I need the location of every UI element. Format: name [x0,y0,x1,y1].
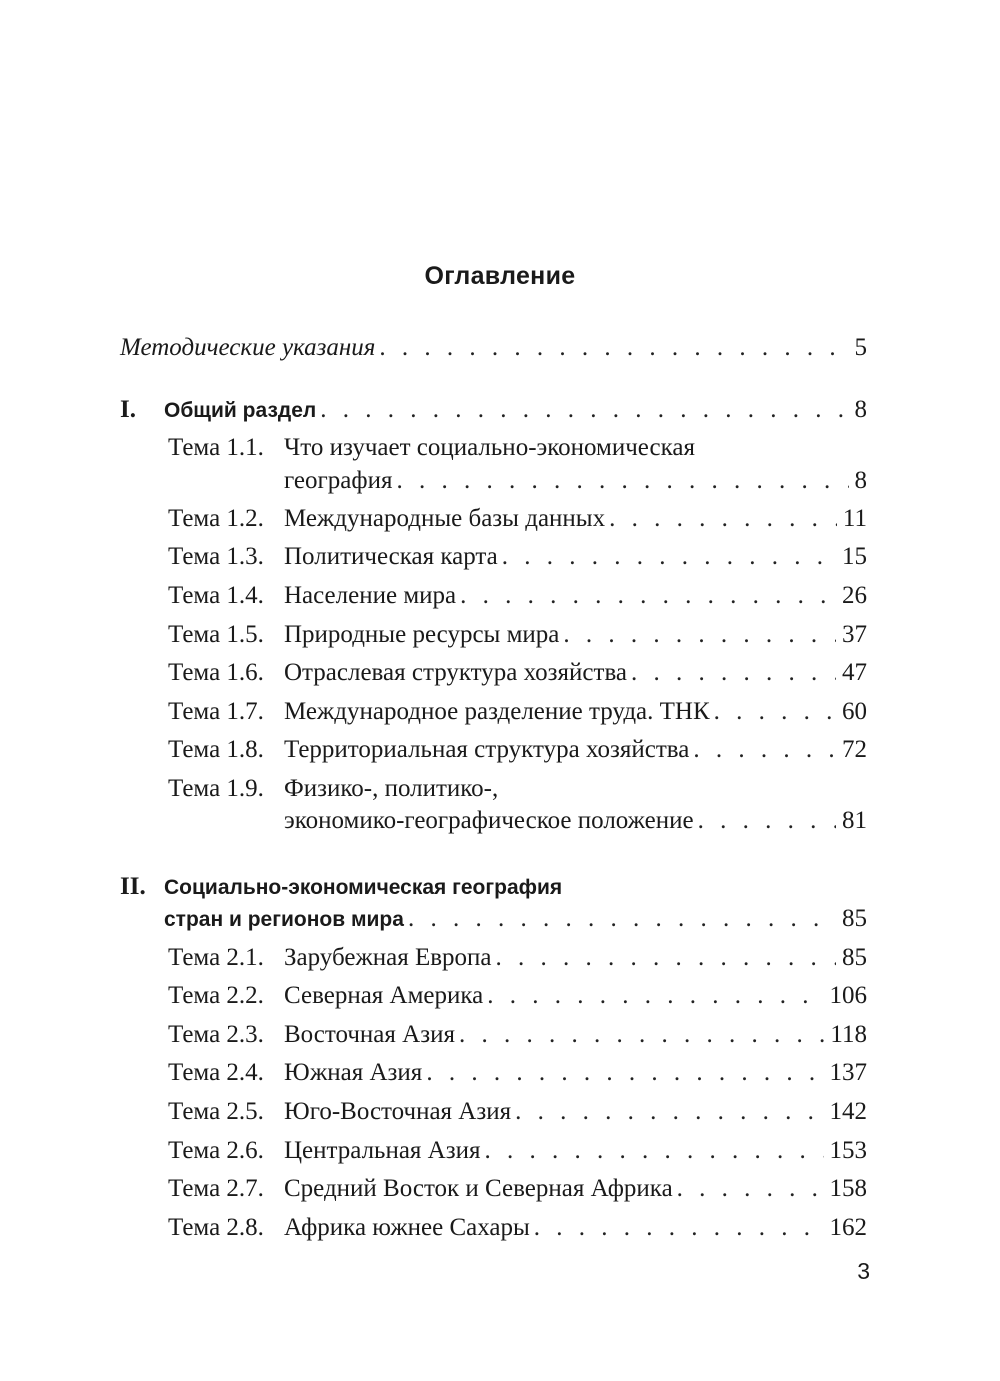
toc-page-number: 8 [854,396,867,423]
topic-title: Природные ресурсы мира [284,621,560,648]
leader-dots [714,693,836,731]
topic-title: Политическая карта [284,543,498,570]
topic-label: Тема 1.6. [168,659,264,686]
toc-entry-2-3[interactable] [168,1016,867,1054]
leader-dots [677,1170,824,1208]
topic-label: Тема 1.5. [168,621,264,648]
topic-label: Тема 2.4. [168,1059,264,1086]
toc-entry-1-3[interactable] [168,538,867,576]
toc-entry-1-1-line2[interactable] [284,462,867,500]
leader-dots [698,802,836,840]
toc-page-number: 8 [854,467,867,494]
toc-page-number: 26 [842,582,867,609]
topic-label: Тема 2.7. [168,1175,264,1202]
toc-entry-2-1[interactable] [168,939,867,977]
topic-label: Тема 2.2. [168,982,264,1009]
topic-title: Центральная Азия [284,1137,481,1164]
topic-label: Тема 2.5. [168,1098,264,1125]
leader-dots [459,1016,824,1054]
toc-page-number: 81 [842,807,867,834]
topic-label: Тема 2.1. [168,944,264,971]
topic-label: Тема 1.2. [168,505,264,532]
topic-label: Тема 1.1. [168,434,264,461]
toc-entry-1-2[interactable] [168,500,867,538]
leader-dots [460,577,836,615]
toc-entry-2-2[interactable] [168,977,867,1015]
toc-page-number: 5 [854,334,867,361]
toc-entry-2-8[interactable] [168,1209,867,1247]
topic-title: Отраслевая структура хозяйства [284,659,628,686]
toc-section-1[interactable] [120,391,867,429]
toc-entry-1-7[interactable] [168,693,867,731]
leader-dots [484,1132,823,1170]
toc-page-number: 142 [829,1098,867,1125]
toc-page-number: 47 [842,659,867,686]
topic-title: Африка южнее Сахары [284,1214,530,1241]
topic-title: Северная Америка [284,982,484,1009]
page-number: 3 [857,1258,870,1284]
topic-title: Южная Азия [284,1059,423,1086]
topic-title: Средний Восток и Северная Африка [284,1175,673,1202]
leader-dots [609,500,837,538]
leader-dots [320,391,848,429]
leader-dots [515,1093,823,1131]
toc-page-number: 162 [829,1214,867,1241]
topic-title: Что изучает социально-экономическая [284,434,695,461]
toc-page-number: 85 [842,944,867,971]
topic-title-cont: экономико-географическое положение [284,807,694,834]
toc-page-number: 153 [829,1137,867,1164]
topic-title: Международное разделение труда. ТНК [284,698,710,725]
leader-dots [534,1209,824,1247]
leader-dots [563,616,836,654]
toc-entry-text: Методические указания [120,334,376,361]
toc-entry-1-5[interactable] [168,616,867,654]
leader-dots [396,462,848,500]
topic-label: Тема 2.8. [168,1214,264,1241]
section-number: II. [120,873,146,900]
toc-page-number: 37 [842,621,867,648]
leader-dots [496,939,837,977]
topic-title-cont: география [284,467,393,494]
toc-page-number: 11 [842,505,867,532]
leader-dots [379,329,848,367]
leader-dots [693,731,836,769]
toc-entry-2-7[interactable] [168,1170,867,1208]
topic-label: Тема 1.3. [168,543,264,570]
toc-entry-method[interactable] [120,329,867,367]
leader-dots [487,977,823,1015]
topic-title: Международные базы данных [284,505,606,532]
leader-dots [426,1054,823,1092]
toc-page-number: 118 [830,1021,867,1048]
toc-entry-1-9-line2[interactable] [284,802,867,840]
topic-label: Тема 2.6. [168,1137,264,1164]
toc-page-number: 106 [829,982,867,1009]
toc-entry-1-4[interactable] [168,577,867,615]
topic-title: Население мира [284,582,457,609]
leader-dots [631,654,836,692]
topic-title: Физико-, политико-, [284,775,499,802]
toc-entry-1-8[interactable] [168,731,867,769]
leader-dots [408,900,836,938]
toc-entry-2-5[interactable] [168,1093,867,1131]
toc-page-number: 72 [842,736,867,763]
leader-dots [502,538,836,576]
toc-entry-2-6[interactable] [168,1132,867,1170]
topic-label: Тема 2.3. [168,1021,264,1048]
page-title: Оглавление [424,262,576,290]
topic-label: Тема 1.8. [168,736,264,763]
topic-label: Тема 1.9. [168,775,264,802]
topic-title: Юго-Восточная Азия [284,1098,512,1125]
toc-page-number: 137 [829,1059,867,1086]
topic-label: Тема 1.4. [168,582,264,609]
topic-label: Тема 1.7. [168,698,264,725]
toc-entry-2-4[interactable] [168,1054,867,1092]
section-number: I. [120,396,136,423]
toc-page-number: 158 [829,1175,867,1202]
topic-title: Восточная Азия [284,1021,455,1048]
toc-section-2-line2[interactable] [164,900,867,938]
section-title: Социально-экономическая география [164,876,563,899]
toc-page-number: 15 [842,543,867,570]
section-title-cont: стран и регионов мира [164,908,404,931]
topic-title: Территориальная структура хозяйства [284,736,690,763]
toc-page-number: 60 [842,698,867,725]
section-title: Общий раздел [164,399,317,422]
toc-page-number: 85 [842,905,867,932]
toc-entry-1-6[interactable] [168,654,867,692]
topic-title: Зарубежная Европа [284,944,492,971]
